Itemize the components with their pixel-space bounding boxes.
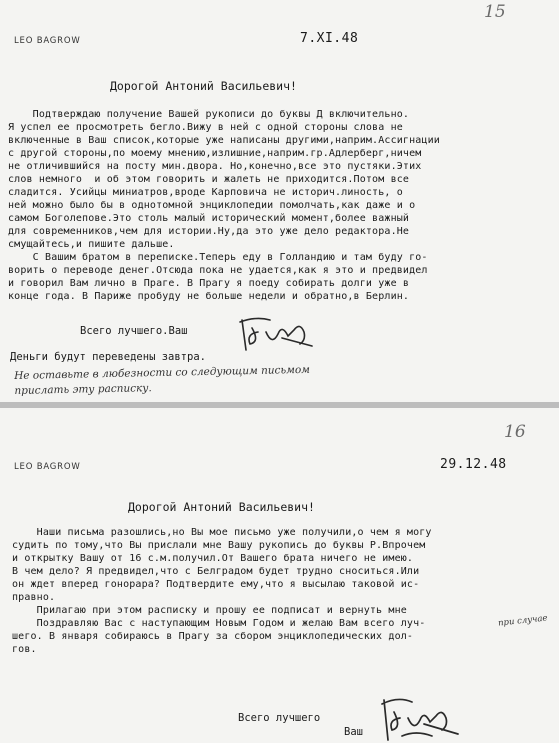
letter-date: 7.XI.48 — [300, 31, 359, 46]
letter-page-2 — [0, 408, 559, 743]
folio-number: 16 — [504, 422, 526, 442]
letter-body: Наши письма разошлись,но Вы мое письмо уже получили,о чем я могу судить по тому,что Вы прислали мне Вашу рукопись до буквы Р.Впрочем и открытку Вашу от 16 с.м.получил.От Вашего брата ничего не имею. В чем дело? Я предвидел,что с Белградом будет трудно сноситься.Или он ждет вперед гонорара? Подтвердите ему,что я высылаю таковой ис- правно. Прилагаю при этом расписку и прошу ее подписат и вернуть мне Поздравляю Вас с наступающим Новым Годом и желаю Вам всего луч- шего. В января собираюсь в Прагу за сбором энциклопедических дол- гов. — [12, 527, 432, 655]
handwritten-signature — [372, 696, 462, 742]
closing-signoff: Ваш — [344, 726, 363, 738]
folio-number: 15 — [484, 2, 506, 22]
letterhead: LEO BAGROW — [14, 36, 81, 46]
closing: Всего лучшего.Ваш — [80, 325, 188, 337]
closing: Всего лучшего — [238, 712, 321, 724]
postscript: Деньги будут переведены завтра. — [10, 351, 206, 363]
letter-body: Подтверждаю получение Вашей рукописи до буквы Д включительно. Я успел ее просмотреть бегло.Вижу в ней с одной стороны слова не включенные в Ваш список,которые уже написаны другими,наприм.Ассигнации с другой стороны,по моему мнению,излишние,наприм.гр.Адлерберг,ничем не отличившийся на посту мин.двора. Но,конечно,все это пустяки.Этих слов немного и об этом говорить и жалеть не приходится.Потом все сладится. Усийцы миниатров,вроде Карповича не историч.линость, о ней можно было бы в однотомной энциклопедии помолчать,как даже и о самом Боголепове.Это столь малый исторический момент,более важный для современников,чем для истории.Ну,да это уже дело редактора.Не смущайтесь,и пишите дальше. С Вашим братом в переписке.Теперь еду в Голландию и там буду го- ворить о переводе денег.Отсюда пока не удается,как я это и предвидел и говорил Вам лично в Праге. В Прагу я поеду собирать долги уже в конце года. В Париже пробуду не больше недели и обратно,в Берлин. — [8, 109, 440, 302]
letter-date: 29.12.48 — [440, 457, 507, 472]
salutation: Дорогой Антоний Васильевич! — [128, 500, 315, 514]
handwritten-insert: при случае — [497, 613, 548, 629]
handwritten-signature — [236, 314, 316, 356]
salutation: Дорогой Антоний Васильевич! — [110, 79, 297, 93]
handwritten-note: Не оставьте в любезности со следующим письмом прислать эту расписку. — [14, 363, 311, 397]
letterhead: LEO BAGROW — [14, 462, 81, 472]
